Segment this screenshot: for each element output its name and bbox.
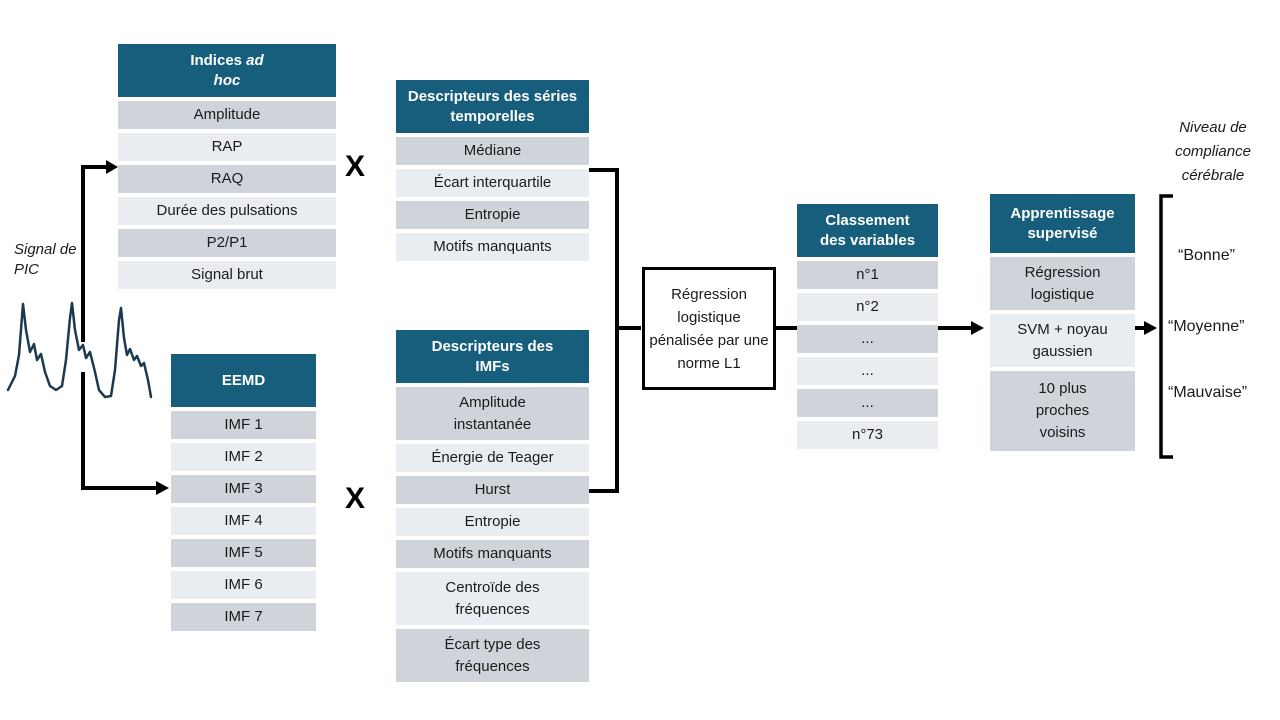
table-row: n°1 xyxy=(797,261,938,289)
table-row: Motifs manquants xyxy=(396,233,589,261)
table-row: RAP xyxy=(118,133,336,161)
table-row: Médiane xyxy=(396,137,589,165)
table-row: Entropie xyxy=(396,508,589,536)
table-apprentissage-supervise-header: Apprentissage supervisé xyxy=(990,194,1135,253)
output-class-bonne: “Bonne” xyxy=(1178,247,1235,264)
table-row: n°73 xyxy=(797,421,938,449)
table-eemd xyxy=(171,354,316,635)
table-row: IMF 2 xyxy=(171,443,316,471)
process-box-regression-l1: Régression logistique pénalisée par une norme L1 xyxy=(642,267,776,390)
table-descripteurs-imfs xyxy=(396,330,589,686)
table-classement-variables-header xyxy=(797,204,938,257)
arrow-classement-to-apprentissage xyxy=(938,321,984,335)
table-row: ... xyxy=(797,325,938,353)
table-row: n°2 xyxy=(797,293,938,321)
multiply-symbol-top: X xyxy=(344,150,365,183)
table-row: 10 plus proches voisins xyxy=(990,371,1135,451)
output-class-mauvaise: “Mauvaise” xyxy=(1168,384,1248,401)
table-row: IMF 5 xyxy=(171,539,316,567)
table-row: IMF 1 xyxy=(171,411,316,439)
table-row: SVM + noyau gaussien xyxy=(990,314,1135,367)
table-row: Signal brut xyxy=(118,261,336,289)
icp-waveform-icon xyxy=(8,303,151,397)
arrow-signal-to-eemd xyxy=(83,372,169,495)
table-row: Régression logistique xyxy=(990,257,1135,310)
table-row: ... xyxy=(797,389,938,417)
table-classement-variables xyxy=(797,204,938,453)
table-row: ... xyxy=(797,357,938,385)
multiply-symbol-bottom: X xyxy=(344,482,365,515)
table-row: Amplitude instantanée xyxy=(396,387,589,440)
table-descripteurs-series-header: Descripteurs des séries temporelles xyxy=(396,80,589,133)
table-row: Motifs manquants xyxy=(396,540,589,568)
table-row: IMF 3 xyxy=(171,475,316,503)
table-row: Écart type des fréquences xyxy=(396,629,589,682)
header-text-italic: hoc xyxy=(213,71,241,89)
table-row: IMF 4 xyxy=(171,507,316,535)
header-text: Classement des variables xyxy=(819,211,916,249)
header-text: Descripteurs des IMFs xyxy=(431,337,554,375)
table-row: Entropie xyxy=(396,201,589,229)
table-row: IMF 6 xyxy=(171,571,316,599)
output-class-moyenne: “Moyenne” xyxy=(1168,318,1245,335)
output-title-label: Niveau de compliance cérébrale xyxy=(1175,119,1251,184)
table-row: Amplitude xyxy=(118,101,336,129)
signal-pic-label: Signal de PIC xyxy=(14,241,77,278)
table-row: P2/P1 xyxy=(118,229,336,257)
table-row: Écart interquartile xyxy=(396,169,589,197)
table-eemd-header: EEMD xyxy=(171,354,316,407)
table-row: Hurst xyxy=(396,476,589,504)
table-indices-adhoc xyxy=(118,44,336,293)
table-row: Centroïde des fréquences xyxy=(396,572,589,625)
arrow-signal-to-adhoc xyxy=(83,160,118,342)
arrow-apprentissage-to-bracket xyxy=(1135,321,1157,335)
table-row: RAQ xyxy=(118,165,336,193)
connector-descriptors-to-box xyxy=(589,170,641,491)
header-text-italic: ad xyxy=(246,51,264,69)
table-row: Énergie de Teager xyxy=(396,444,589,472)
header-text: Indices xyxy=(190,51,242,69)
table-row: IMF 7 xyxy=(171,603,316,631)
table-apprentissage-supervise xyxy=(990,194,1135,455)
table-descripteurs-series xyxy=(396,80,589,265)
table-indices-adhoc-header xyxy=(118,44,336,97)
table-descripteurs-imfs-header xyxy=(396,330,589,383)
table-row: Durée des pulsations xyxy=(118,197,336,225)
